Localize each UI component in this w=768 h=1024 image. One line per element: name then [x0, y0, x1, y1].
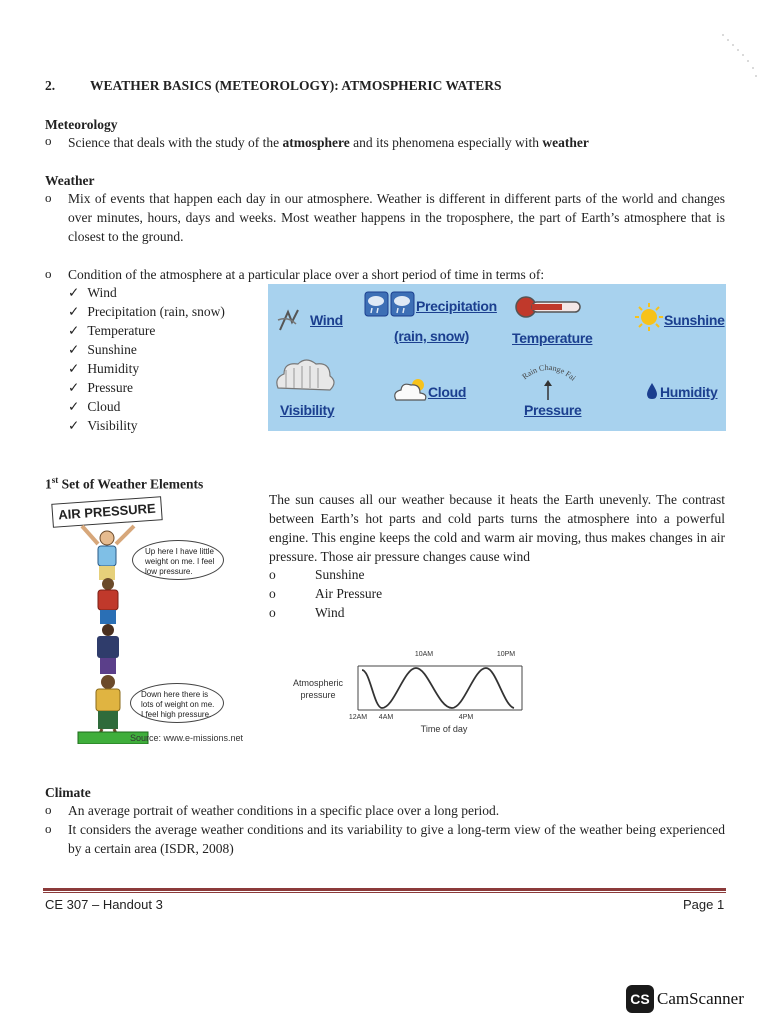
list-item: ✓ Humidity [68, 361, 140, 376]
tick-label: 12AM [348, 714, 368, 721]
tick-label: 4PM [458, 714, 474, 721]
bullet-o: o [45, 802, 52, 817]
bullet-o: o [45, 190, 52, 205]
droplet-icon [646, 382, 658, 400]
temperature-label: Temperature [512, 330, 593, 346]
sun-icon [634, 302, 664, 332]
meteorology-definition: Science that deals with the study of the atmosphere and its phenomena especially with weather [68, 135, 589, 150]
camscanner-text: CamScanner [657, 989, 744, 1008]
pressure-label: Pressure [524, 402, 582, 418]
list-item: ✓ Temperature [68, 323, 156, 338]
list-item: ✓ Precipitation (rain, snow) [68, 304, 225, 319]
y-label-line2: pressure [300, 690, 336, 700]
thermometer-icon [514, 292, 584, 322]
tick-label: 10PM [496, 651, 516, 658]
list-item: ✓ Pressure [68, 380, 134, 395]
sunshine-label: Sunshine [664, 312, 725, 328]
visibility-label: Visibility [280, 402, 335, 418]
cloud-icon [392, 376, 430, 404]
fog-cloud-icon [272, 356, 338, 396]
climate-item-2: It considers the average weather conditions and its variability to give a long-term view of the weather being experienced by a certain area (ISDR, 2008) [68, 822, 725, 856]
humidity-label: Humidity [660, 384, 718, 400]
pressure-chart-svg [282, 646, 532, 742]
first-set-title: 1st Set of Weather Elements [45, 475, 204, 492]
weather-elements-graphic [268, 284, 726, 431]
footer-right: Page 1 [683, 897, 725, 912]
weather-condition-text: Condition of the atmosphere at a particular place over a short period of time in terms of: [68, 267, 545, 282]
wind-label: Wind [310, 312, 343, 328]
weather-paragraph: Mix of events that happen each day in our atmosphere. Weather is different in different parts of the world and changes over minutes, hours, days and weeks. Most weather happens in the troposphere, the part of Earth’s atmosphere that is closest to the ground. [68, 191, 725, 244]
cloud-label: Cloud [428, 384, 467, 400]
list-item: o Air Pressure [269, 586, 383, 601]
svg-text:Rain Change Fair: Rain Change Fai [520, 362, 578, 383]
precipitation-label: Precipitation [416, 298, 497, 314]
bullet-o: o [45, 133, 52, 148]
list-item: o Sunshine [269, 567, 365, 582]
climate-title: Climate [45, 785, 91, 800]
figure-source: Source: www.e-missions.net [130, 733, 244, 743]
speech-bubble-bottom: Down here there is lots of weight on me. I feel high pressure. [130, 683, 224, 723]
meteorology-title: Meteorology [45, 117, 118, 132]
list-item: ✓ Cloud [68, 399, 121, 414]
list-item: ✓ Sunshine [68, 342, 137, 357]
footer-left: CE 307 – Handout 3 [45, 897, 163, 912]
precipitation-icon [364, 290, 416, 320]
section-heading [45, 76, 55, 95]
air-pressure-sign: AIR PRESSURE [51, 496, 162, 528]
wind-icon [274, 306, 310, 336]
section-title: WEATHER BASICS (METEOROLOGY): ATMOSPHERIC WATERS [90, 78, 502, 93]
bullet-o: o [45, 821, 52, 836]
climate-item-1: An average portrait of weather conditions in a specific place over a long period. [68, 803, 500, 818]
speech-bubble-top: Up here I have little weight on me. I feel low pressure. [132, 540, 224, 580]
list-item: ✓ Wind [68, 285, 117, 300]
weather-title: Weather [45, 173, 95, 188]
air-pressure-illustration [48, 500, 268, 750]
tick-label: 10AM [414, 651, 434, 658]
x-label: Time of day [420, 724, 468, 734]
scan-artifact [720, 32, 760, 92]
camscanner-logo-icon: CS [626, 985, 654, 1013]
pressure-chart [282, 646, 532, 742]
precipitation-sub-label: (rain, snow) [394, 328, 469, 344]
bullet-o: o [45, 266, 52, 281]
section-number: 2. [45, 78, 56, 93]
barometer-icon [512, 358, 584, 402]
footer-rule-thin [43, 892, 726, 893]
footer-rule [43, 888, 726, 891]
first-set-paragraph: The sun causes all our weather because it heats the Earth unevenly. The contrast between Earth’s hot parts and cold parts turns the atmosphere into a powerful engine. This engine keeps the cold and warm air moving, thus makes changes in air pressure. Those air pressure changes cause wind [269, 492, 725, 564]
list-item: o Wind [269, 605, 345, 620]
tick-label: 4AM [378, 714, 394, 721]
pressure-wave [362, 668, 514, 708]
y-label-line1: Atmospheric [292, 678, 344, 688]
list-item: ✓ Visibility [68, 418, 138, 433]
